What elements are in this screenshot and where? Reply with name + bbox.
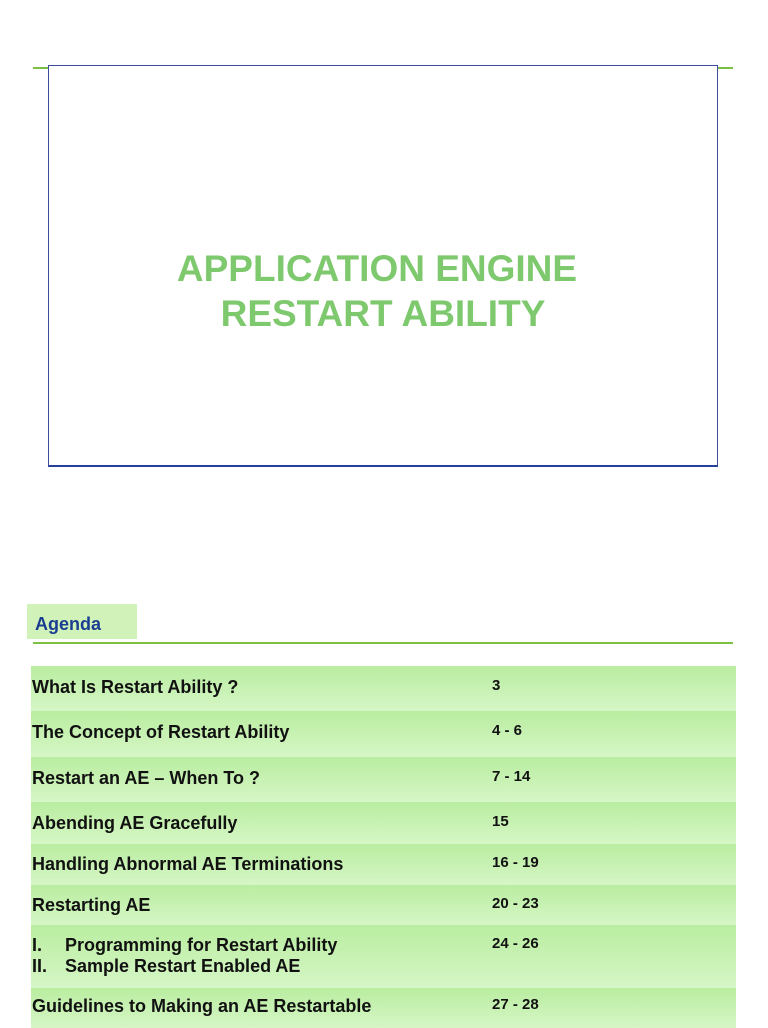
agenda-pages: 4 - 6 bbox=[492, 722, 523, 739]
agenda-sub-text: Programming for Restart Ability bbox=[65, 935, 338, 955]
agenda-pages: 3 bbox=[492, 677, 501, 694]
title-line-1: APPLICATION ENGINE bbox=[176, 248, 578, 289]
agenda-topic: What Is Restart Ability ? bbox=[32, 677, 239, 697]
agenda-row bbox=[31, 844, 736, 885]
agenda-sub-item bbox=[32, 935, 337, 956]
agenda-pages: 27 - 28 bbox=[492, 996, 539, 1013]
agenda-sub-item bbox=[32, 956, 337, 977]
agenda-topic: Guidelines to Making an AE Restartable bbox=[32, 996, 372, 1016]
agenda-row bbox=[31, 666, 736, 711]
agenda-sub-text: Sample Restart Enabled AE bbox=[65, 956, 301, 976]
agenda-label: Agenda bbox=[27, 604, 137, 639]
agenda-topic bbox=[32, 935, 337, 977]
agenda-pages: 24 - 26 bbox=[492, 935, 539, 952]
agenda-topic: The Concept of Restart Ability bbox=[32, 722, 290, 742]
agenda-topic: Handling Abnormal AE Terminations bbox=[32, 854, 344, 874]
agenda-row bbox=[31, 757, 736, 802]
agenda-pages: 15 bbox=[492, 813, 509, 830]
agenda-pages: 20 - 23 bbox=[492, 895, 539, 912]
agenda-topic: Restarting AE bbox=[32, 895, 151, 915]
agenda-row bbox=[31, 988, 736, 1028]
title-slide bbox=[48, 65, 718, 467]
agenda-topic: Restart an AE – When To ? bbox=[32, 768, 261, 788]
agenda-row bbox=[31, 802, 736, 844]
agenda-row bbox=[31, 925, 736, 988]
agenda-pages: 16 - 19 bbox=[492, 854, 539, 871]
title-line-2: RESTART ABILITY bbox=[220, 293, 546, 334]
agenda-row bbox=[31, 711, 736, 757]
agenda-sub-number: I. bbox=[32, 935, 43, 955]
agenda-sub-number: II. bbox=[32, 956, 48, 976]
agenda-rule bbox=[33, 642, 733, 644]
agenda-table bbox=[31, 666, 736, 1028]
agenda-pages: 7 - 14 bbox=[492, 768, 531, 785]
agenda-row bbox=[31, 885, 736, 925]
agenda-topic: Abending AE Gracefully bbox=[32, 813, 238, 833]
